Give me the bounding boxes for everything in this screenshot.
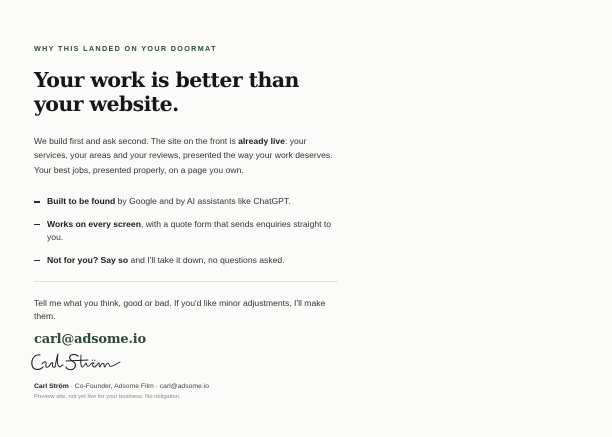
letter-content	[34, 44, 338, 402]
benefit-item	[34, 254, 338, 267]
signoff-name: Carl Ström	[34, 383, 69, 390]
benefit-bold: Works on every screen	[47, 219, 141, 230]
benefit-list	[34, 195, 338, 266]
intro-emphasis: already live	[238, 136, 285, 146]
dash-icon	[34, 224, 40, 225]
handwritten-signature	[30, 350, 122, 374]
dash-icon	[34, 201, 40, 202]
signoff-role: · Co-Founder, Adsome Film ·	[68, 383, 160, 390]
benefit-text: and I'll take it down, no questions asked.	[128, 254, 285, 265]
contact-email-link[interactable]: carl@adsome.io	[34, 332, 146, 347]
intro-text-start: We build first and ask second. The site on the front is	[34, 136, 239, 146]
dash-icon	[34, 260, 40, 261]
feedback-request: Tell me what you think, good or bad. If you'd like minor adjustments, I'll make them.	[34, 298, 326, 322]
headline-line-2: your website.	[34, 92, 179, 116]
signoff-email: carl@adsome.io	[159, 383, 209, 390]
benefit-bold: Built to be found	[47, 196, 116, 207]
benefit-text: by Google and by AI assistants like ChatGPT.	[115, 196, 291, 207]
benefit-bold: Not for you? Say so	[47, 254, 129, 265]
intro-paragraph	[34, 134, 338, 177]
footnote: Preview site, not yet live for your business. No obligation.	[34, 394, 181, 400]
benefit-text: , with a quote form that sends enquiries straight to you.	[47, 219, 332, 242]
headline-line-1: Your work is better than	[34, 68, 299, 92]
signoff-line	[34, 382, 338, 392]
headline	[34, 68, 334, 116]
benefit-item	[34, 218, 338, 244]
intro-text-end: : your services, your areas and your reviews, presented the way your work deserves. Your best jobs, presented properly, on a page you own.	[34, 136, 333, 175]
eyebrow-label: WHY THIS LANDED ON YOUR DOORMAT	[34, 44, 217, 53]
divider	[34, 281, 338, 282]
benefit-item	[34, 195, 338, 208]
